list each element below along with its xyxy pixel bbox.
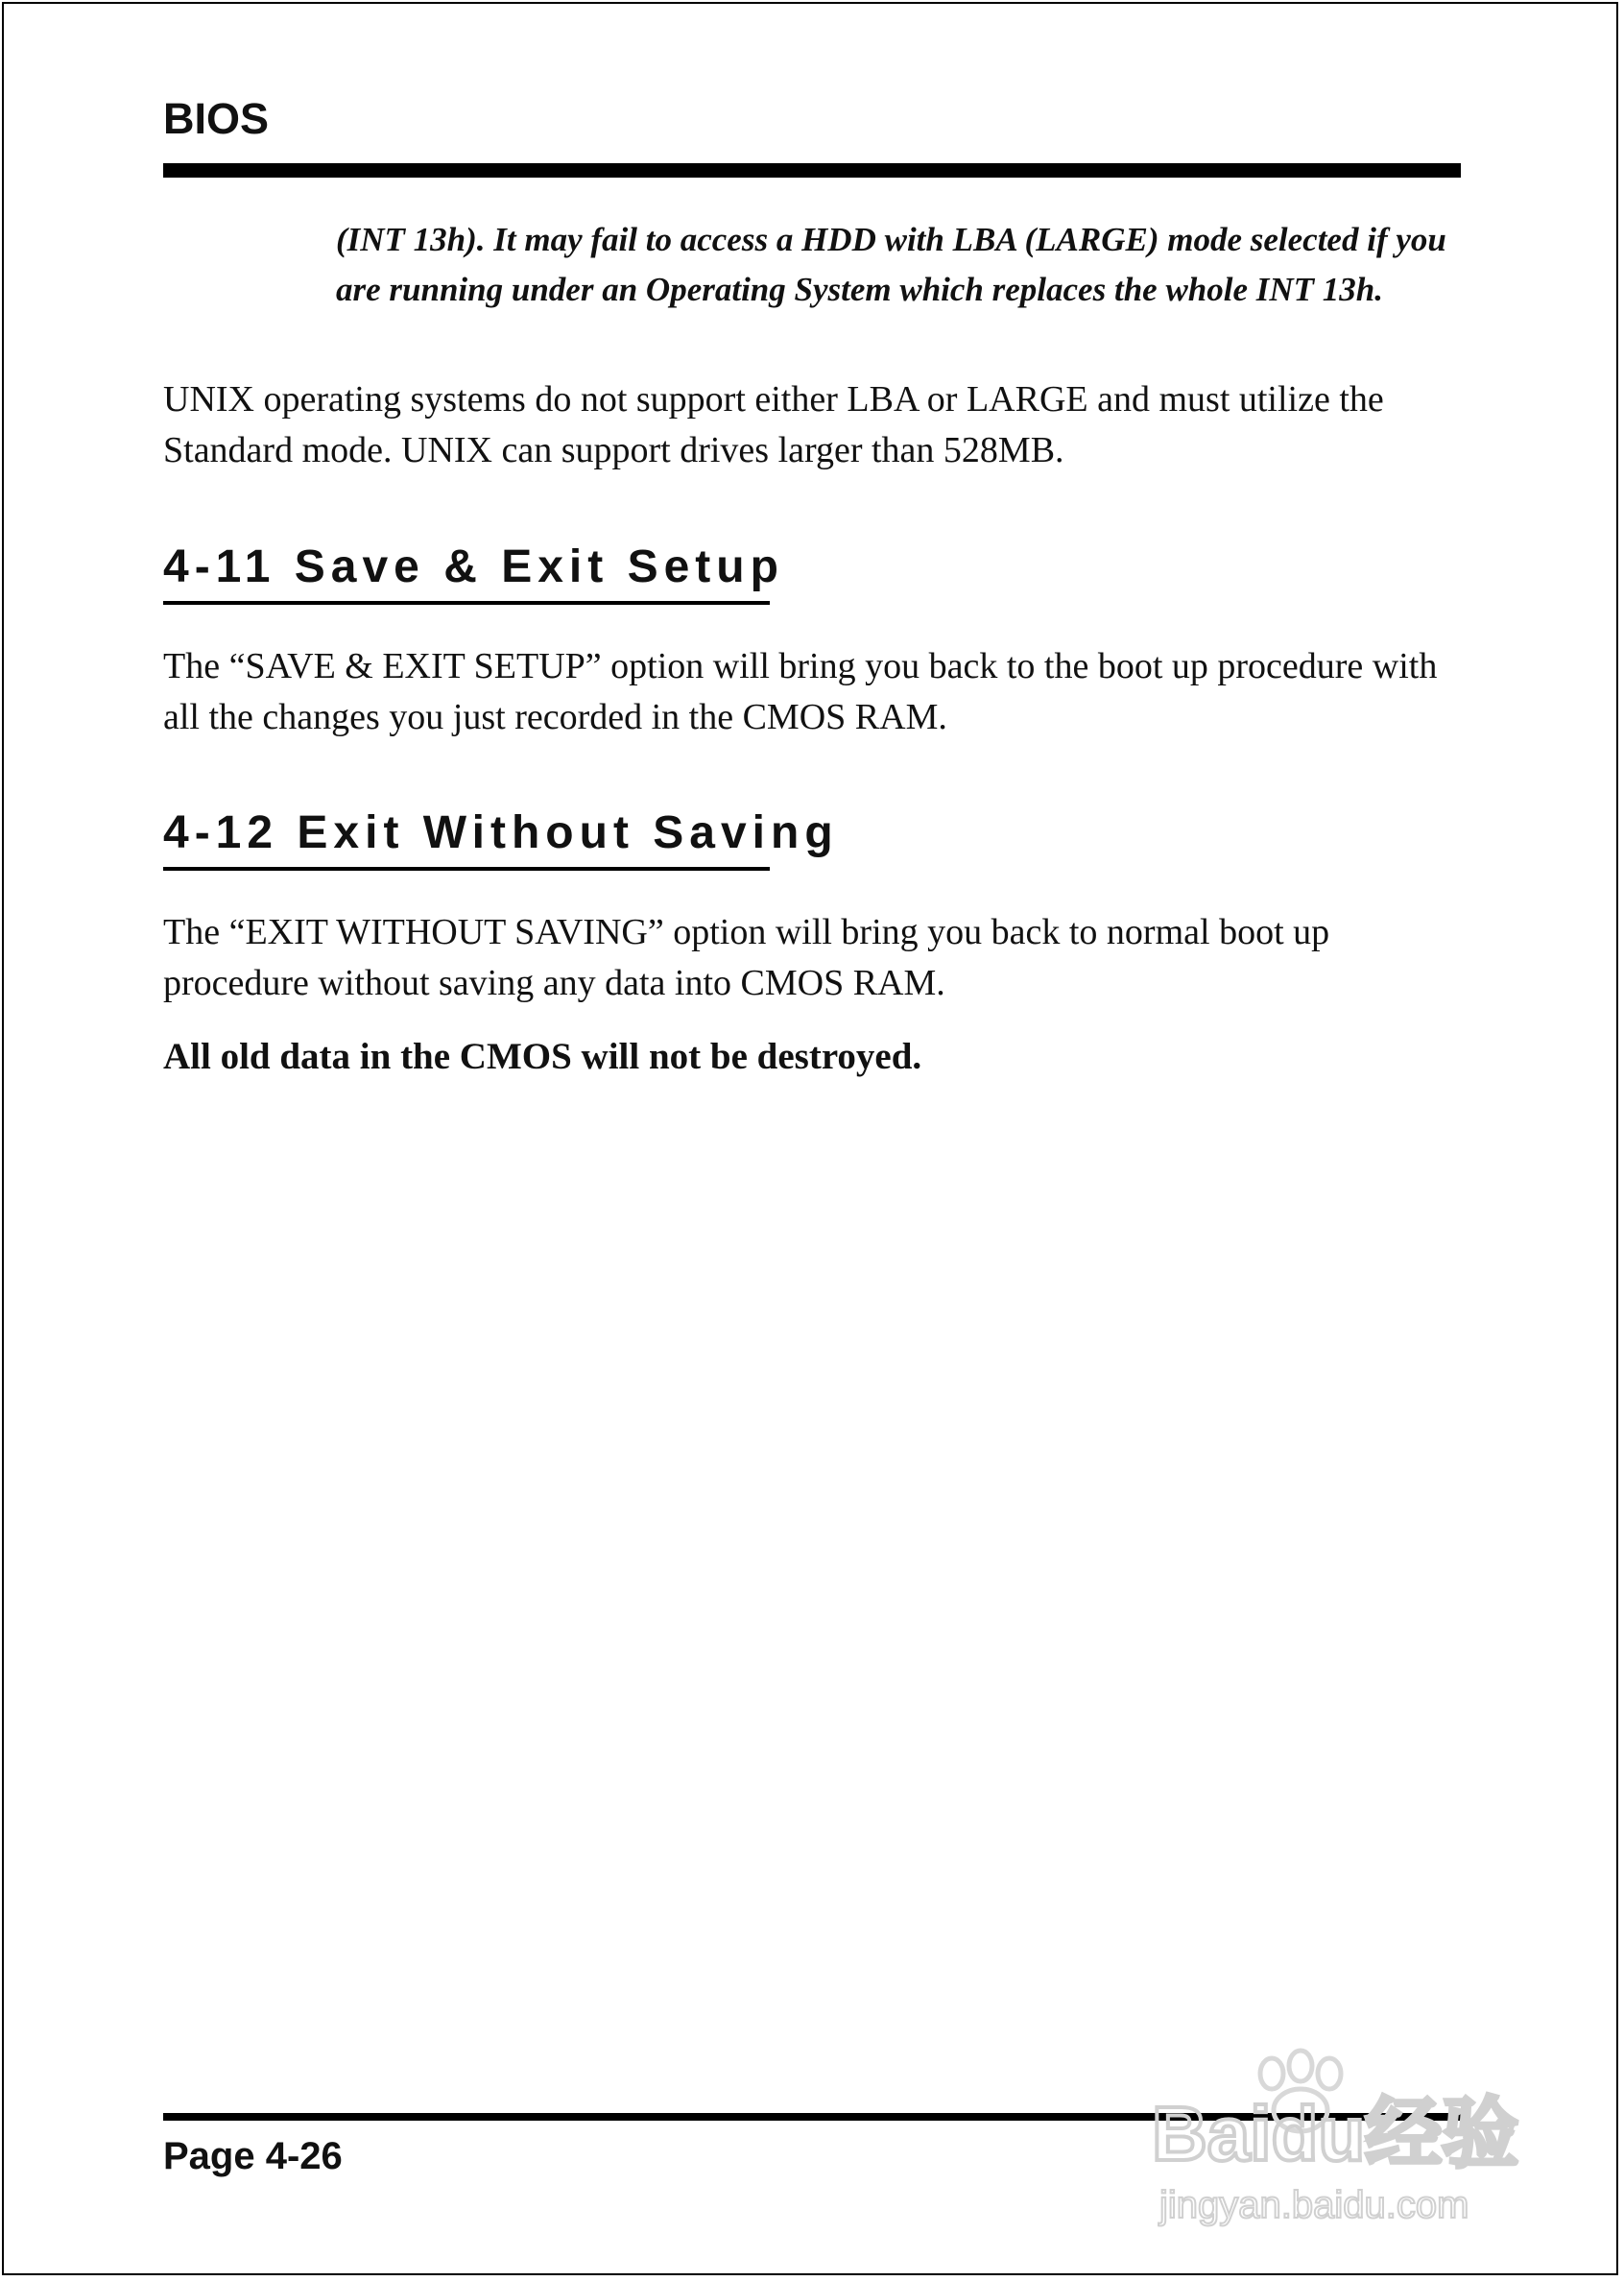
page-number: Page 4-26 bbox=[163, 2135, 343, 2177]
section-rule-exit-without-saving bbox=[163, 867, 770, 871]
bold-note: All old data in the CMOS will not be destroyed. bbox=[163, 1036, 922, 1077]
header-title: BIOS bbox=[163, 94, 270, 143]
section-paragraph-exit-without-saving: The “EXIT WITHOUT SAVING” option will bring you back to normal boot up procedure without saving any data into CMOS RAM. bbox=[163, 912, 1330, 1003]
unix-paragraph: UNIX operating systems do not support either LBA or LARGE and must utilize the Standard mode. UNIX can support drives larger than 528MB. bbox=[163, 379, 1384, 470]
section-rule-save-exit bbox=[163, 601, 770, 605]
watermark-url: jingyan.baidu.com bbox=[1159, 2184, 1469, 2226]
header-rule bbox=[163, 163, 1461, 178]
note-text: (INT 13h). It may fail to access a HDD with LBA (LARGE) mode selected if you are running under an Operating System which replaces the whole INT 13h. bbox=[336, 221, 1446, 308]
watermark-logo: Baidu经验 bbox=[1152, 2091, 1519, 2176]
section-title-save-exit: 4-11 Save & Exit Setup bbox=[163, 541, 784, 592]
section-paragraph-save-exit: The “SAVE & EXIT SETUP” option will bring you back to the boot up procedure with all the changes you just recorded in the CMOS RAM. bbox=[163, 646, 1438, 737]
section-title-exit-without-saving: 4-12 Exit Without Saving bbox=[163, 807, 839, 858]
page-frame bbox=[2, 2, 1618, 2275]
baidu-watermark bbox=[1152, 2035, 1536, 2227]
